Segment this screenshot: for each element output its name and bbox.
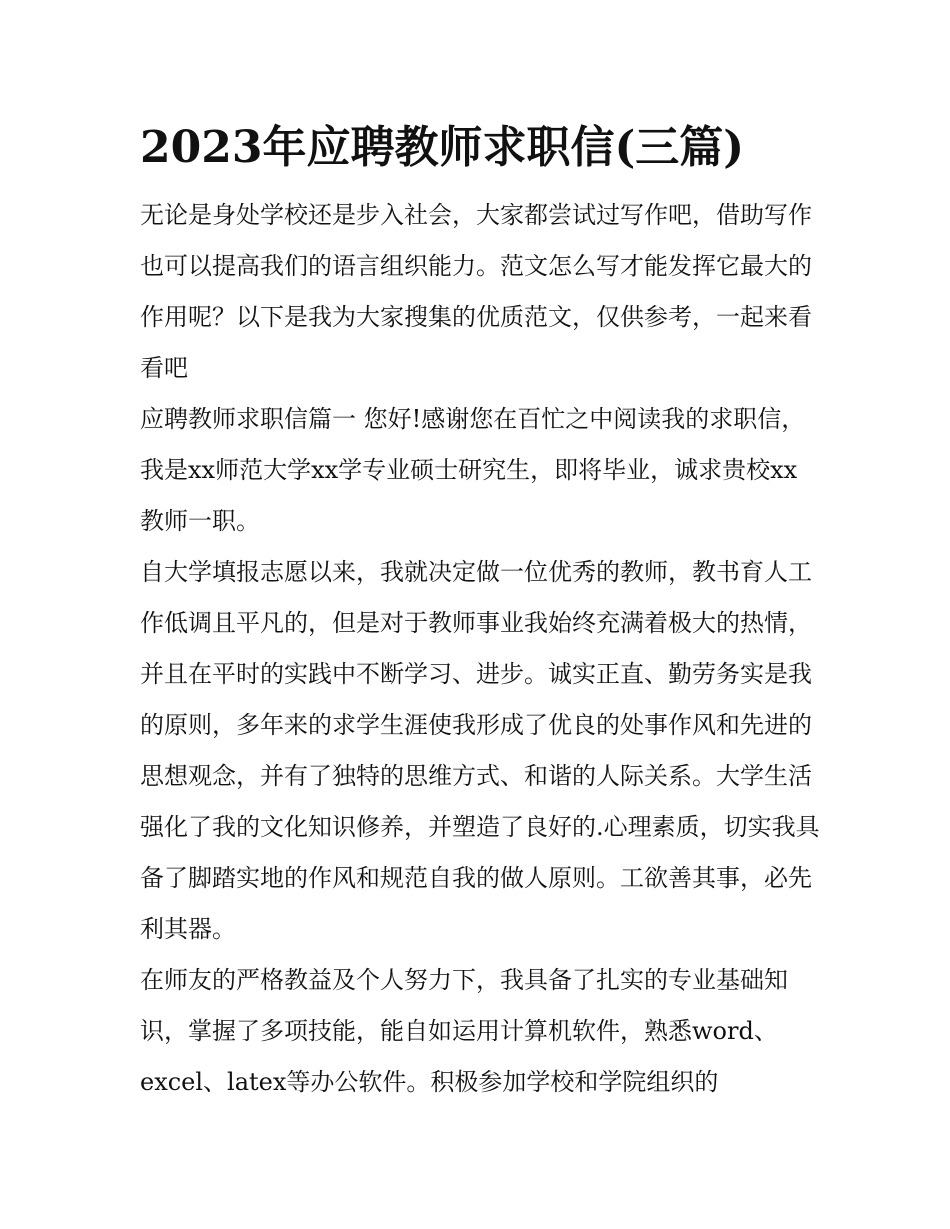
paragraph-intro: 无论是身处学校还是步入社会，大家都尝试过写作吧，借助写作也可以提高我们的语言组织能力。范文怎么写才能发挥它最大的作用呢？以下是我为大家搜集的优质范文，仅供参考，一起来看看吧 — [140, 201, 812, 382]
paragraph-skills: 在师友的严格教益及个人努力下，我具备了扎实的专业基础知识，掌握了多项技能，能自如运用计算机软件，熟悉word、excel、latex等办公软件。积极参加学校和学院组织的 — [140, 966, 788, 1096]
document-body — [140, 190, 820, 1108]
paragraph-motivation: 自大学填报志愿以来，我就决定做一位优秀的教师，教书育人工作低调且平凡的，但是对于教师事业我始终充满着极大的热情，并且在平时的实践中不断学习、进步。诚实正直、勤劳务实是我的原则，多年来的求学生涯使我形成了优良的处事作风和先进的思想观念，并有了独特的思维方式、和谐的人际关系。大学生活强化了我的文化知识修养，并塑造了良好的.心理素质，切实我具备了脚踏实地的作风和规范自我的做人原则。工欲善其事，必先利其器。 — [140, 558, 820, 943]
document-title: 2023年应聘教师求职信(三篇) — [140, 122, 745, 173]
document-page — [140, 118, 820, 1108]
paragraph-letter-opening: 应聘教师求职信篇一 您好!感谢您在百忙之中阅读我的求职信，我是xx师范大学xx学专业硕士研究生，即将毕业，诚求贵校xx教师一职。 — [140, 405, 806, 535]
